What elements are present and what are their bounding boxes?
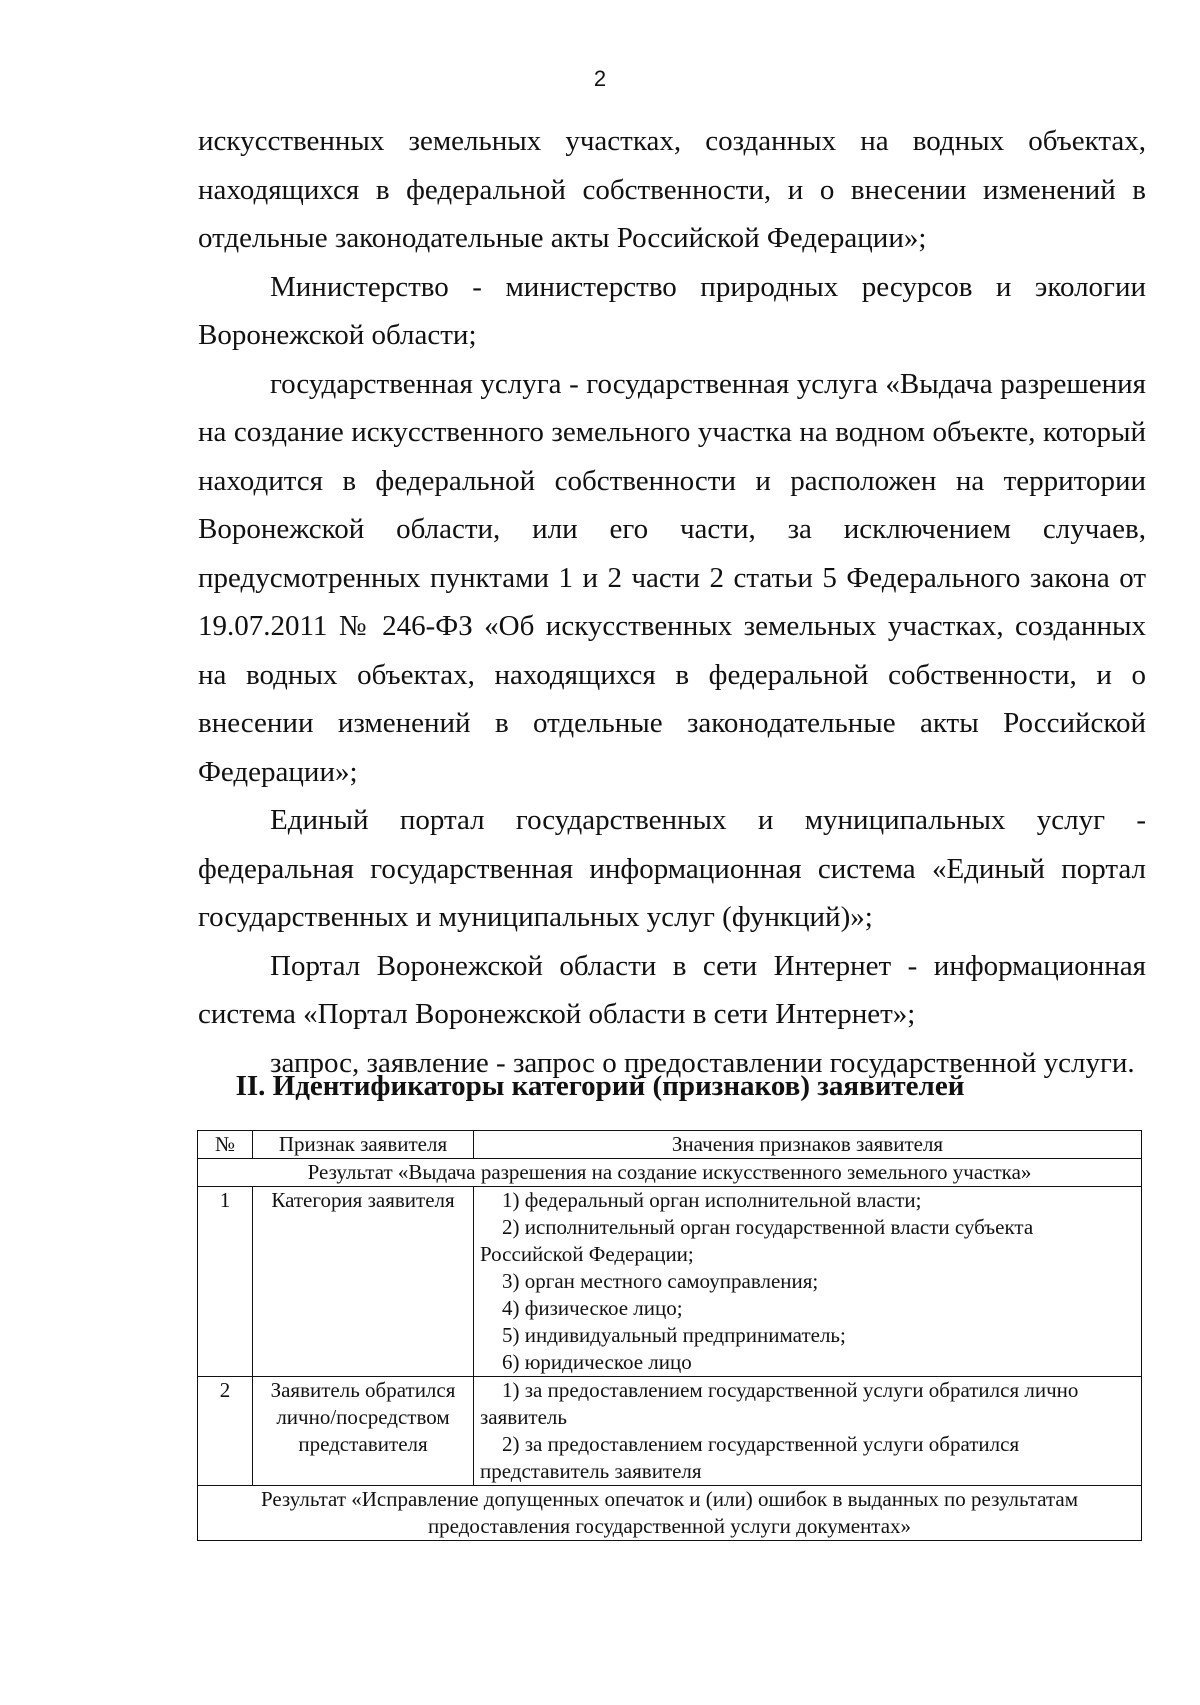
header-applicant-sign: Признак заявителя <box>253 1131 474 1159</box>
table-result-row <box>198 1159 1142 1187</box>
row-number: 1 <box>198 1187 253 1377</box>
table-header-row <box>198 1131 1142 1159</box>
value-item: 1) за предоставлением государственной услуги обратился лично заявитель <box>480 1378 1079 1429</box>
applicant-identifiers-table-wrapper <box>197 1130 1141 1541</box>
applicant-identifiers-table <box>197 1130 1142 1541</box>
result-permit-issuance: Результат «Выдача разрешения на создание искусственного земельного участка» <box>198 1159 1142 1187</box>
row-number: 2 <box>198 1377 253 1486</box>
value-item: 6) юридическое лицо <box>502 1350 692 1374</box>
value-item: 4) физическое лицо; <box>502 1296 683 1320</box>
body-text <box>198 117 1146 1087</box>
value-item: 5) индивидуальный предприниматель; <box>502 1323 846 1347</box>
header-number: № <box>198 1131 253 1159</box>
paragraph-regional-portal-definition: Портал Воронежской области в сети Интернет - информационная система «Портал Воронежской области в сети Интернет»; <box>198 949 1146 1030</box>
table-row <box>198 1187 1142 1377</box>
value-item: 3) орган местного самоуправления; <box>502 1269 819 1293</box>
row-applicant-sign: Категория заявителя <box>253 1187 474 1377</box>
value-item: 2) исполнительный орган государственной власти субъекта Российской Федерации; <box>480 1215 1034 1266</box>
table-row <box>198 1377 1142 1486</box>
section-title: II. Идентификаторы категорий (признаков) заявителей <box>235 1070 965 1102</box>
table-result-row <box>198 1486 1142 1541</box>
paragraph-continuation: искусственных земельных участках, созданных на водных объектах, находящихся в федеральной собственности, и о внесении изменений в отдельные законодательные акты Российской Федерации»; <box>198 125 1146 254</box>
result-error-correction: Результат «Исправление допущенных опечаток и (или) ошибок в выданных по результатам предоставления государственной услуги документах» <box>198 1486 1142 1541</box>
paragraph-unified-portal-definition: Единый портал государственных и муниципальных услуг - федеральная государственная информационная система «Единый портал государственных и муниципальных услуг (функций)»; <box>198 804 1146 933</box>
paragraph-service-definition: государственная услуга - государственная услуга «Выдача разрешения на создание искусственного земельного участка на водном объекте, который находится в федеральной собственности и расположен на территории Воронежской области, или его части, за исключением случаев, предусмотренных пунктами 1 и 2 части 2 статьи 5 Федерального закона от 19.07.2011 № 246-ФЗ «Об искусственных земельных участках, созданных на водных объектах, находящихся в федеральной собственности, и о внесении изменений в отдельные законодательные акты Российской Федерации»; <box>198 367 1146 788</box>
value-item: 1) федеральный орган исполнительной власти; <box>502 1188 922 1212</box>
row-applicant-sign: Заявитель обратился лично/посредством представителя <box>253 1377 474 1486</box>
value-item: 2) за предоставлением государственной услуги обратился представитель заявителя <box>480 1432 1020 1483</box>
paragraph-ministry-definition: Министерство - министерство природных ресурсов и экологии Воронежской области; <box>198 270 1146 351</box>
row-sign-values <box>474 1377 1142 1486</box>
paragraph-request-definition: запрос, заявление - запрос о предоставлении государственной услуги. <box>270 1046 1135 1079</box>
page-number: 2 <box>593 66 607 91</box>
row-sign-values <box>474 1187 1142 1377</box>
header-sign-values: Значения признаков заявителя <box>474 1131 1142 1159</box>
